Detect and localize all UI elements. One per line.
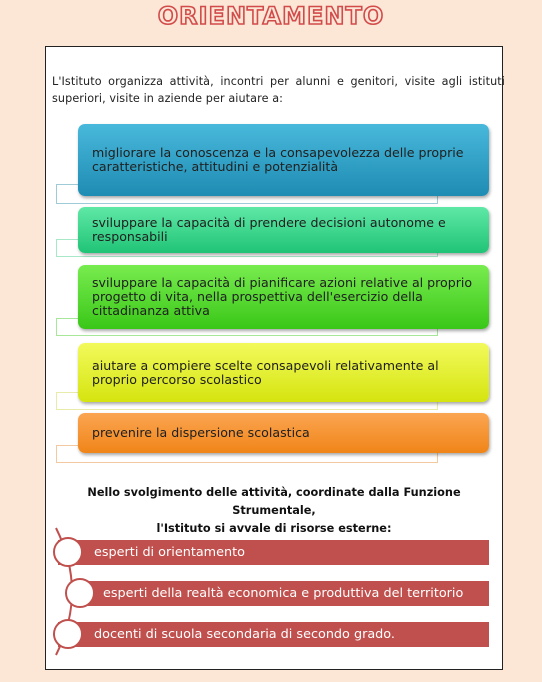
resource-bar-1 [58, 540, 489, 565]
goal-label-3: sviluppare la capacità di pianificare azioni relative al proprio progetto di vita, nella prospettiva dell'esercizio della cittadinanza attiva [92, 275, 473, 318]
goal-label-2: sviluppare la capacità di prendere decisioni autonome e responsabili [92, 215, 446, 244]
goal-label-4: aiutare a compiere scelte consapevoli relativamente al proprio percorso scolastico [92, 357, 439, 387]
resource-label-2: esperti della realtà economica e produttiva del territorio [103, 586, 464, 601]
resource-bullet-2 [65, 578, 95, 608]
intro-text: L'Istituto organizza attività, incontri per alunni e genitori, visite agli istituti superiori, visite in aziende per aiutare a: [52, 75, 505, 105]
goal-label-5: prevenire la dispersione scolastica [92, 425, 310, 440]
connector-arc [46, 47, 502, 669]
resource-label-1: esperti di orientamento [94, 545, 245, 560]
resource-bullet-3 [53, 619, 83, 649]
content-panel [45, 46, 503, 670]
footer-line-1: Nello svolgimento delle attività, coordinate dalla Funzione Strumentale, [87, 486, 461, 517]
goal-label-1: migliorare la conoscenza e la consapevolezza delle proprie caratteristiche, attitudini e potenzialità [92, 145, 464, 174]
footer-line-2: l'Istituto si avvale di risorse esterne: [156, 522, 392, 535]
page-title: ORIENTAMENTO [157, 2, 385, 30]
resource-bar-2 [77, 581, 489, 606]
resource-bullet-1 [53, 537, 83, 567]
resource-label-3: docenti di scuola secondaria di secondo grado. [94, 627, 395, 642]
resource-bar-3 [58, 622, 489, 647]
